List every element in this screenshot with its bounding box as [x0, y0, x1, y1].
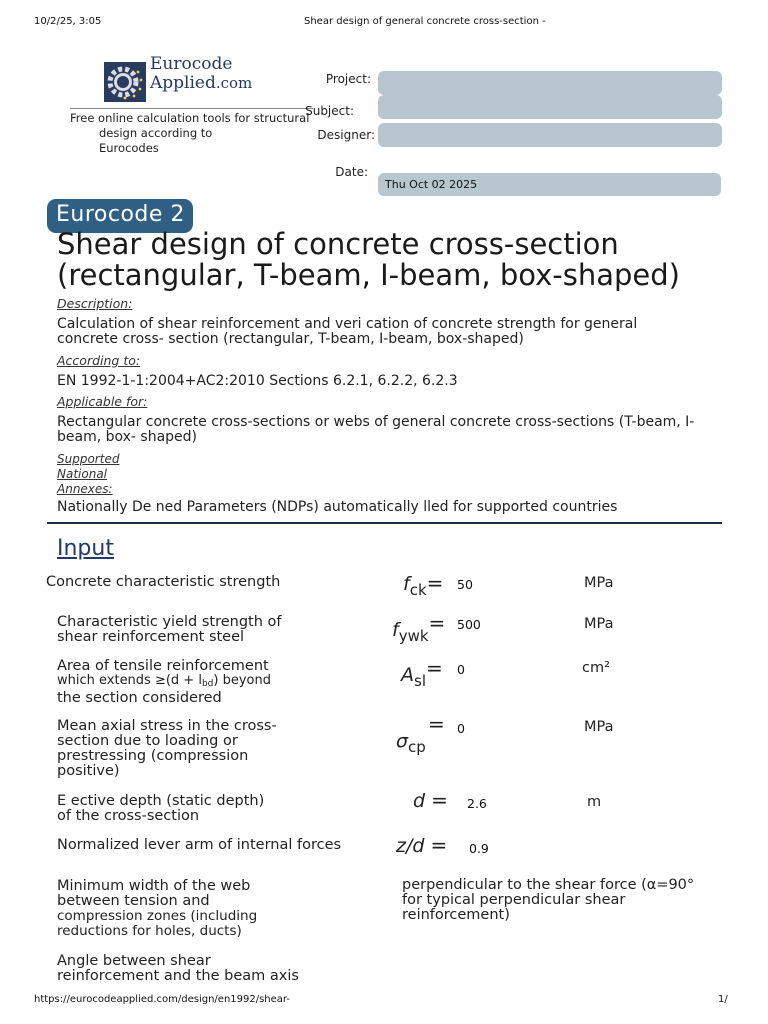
project-label: Project:: [325, 72, 371, 86]
value-d[interactable]: 2.6: [467, 796, 487, 811]
badge-text: Eurocode 2: [56, 202, 185, 227]
applicable-text: Rectangular concrete cross-sections or webs of general concrete cross-sections (T-beam, I- beam, box- shaped): [57, 414, 695, 445]
logo-line1: Eurocode: [150, 54, 233, 74]
input-label-alpha: Angle between shear reinforcement and the beam axis: [57, 953, 299, 984]
date-input[interactable]: [378, 173, 721, 196]
value-zd[interactable]: 0.9: [469, 841, 489, 856]
section-divider: [47, 522, 722, 524]
input-label-zd: Normalized lever arm of internal forces: [57, 837, 342, 853]
symbol-asl: $A_{sl}=$: [401, 656, 443, 690]
angle-note: perpendicular to the shear force (α=90° for typical perpendicular shear reinforcement): [402, 877, 695, 923]
value-sigmacp[interactable]: 0: [457, 721, 465, 736]
value-fywk[interactable]: 500: [457, 617, 481, 632]
equals-sigmacp: =: [428, 712, 445, 736]
description-label: Description:: [57, 296, 133, 311]
page-title: Shear design of concrete cross-section (rectangular, T-beam, I-beam, box-shaped): [57, 227, 680, 292]
value-fck[interactable]: 50: [457, 577, 473, 592]
according-text: EN 1992-1-1:2004+AC2:2010 Sections 6.2.1, 6.2.2, 6.2.3: [57, 373, 458, 389]
input-label-d: E ective depth (static depth) of the cross-section: [57, 793, 265, 824]
logo-wordmark: [150, 55, 252, 93]
designer-label: Designer:: [317, 128, 375, 142]
symbol-zd: z/d =: [396, 833, 448, 857]
date-label: Date:: [335, 165, 368, 179]
annexes-label: Supported National Annexes:: [57, 452, 120, 496]
print-datetime: 10/2/25, 3:05: [34, 16, 102, 27]
unit-fck: MPa: [584, 575, 614, 591]
annexes-text: Nationally De ned Parameters (NDPs) automatically lled for supported countries: [57, 499, 618, 515]
unit-sigmacp: MPa: [584, 719, 614, 735]
logo-tagline: Free online calculation tools for structural design according to Eurocodes: [70, 111, 310, 155]
print-page-title: Shear design of general concrete cross-section -: [304, 16, 546, 27]
subject-input[interactable]: [378, 95, 722, 119]
unit-d: m: [587, 794, 602, 810]
input-label-asl: Area of tensile reinforcement which extends ≥(d + lbd) beyond the section considered: [57, 658, 271, 706]
input-label-fywk: Characteristic yield strength of shear reinforcement steel: [57, 614, 282, 645]
value-asl[interactable]: 0: [457, 662, 465, 677]
unit-asl: cm²: [582, 660, 610, 676]
input-label-bw: Minimum width of the web between tension and compression zones (including reductions for holes, ducts): [57, 878, 258, 939]
input-label-fck: Concrete characteristic strength: [46, 574, 281, 590]
print-page-number: 1/: [718, 994, 728, 1005]
logo-gear-icon: [104, 62, 146, 102]
logo-divider: [70, 108, 313, 109]
symbol-sigmacp: $\sigma_{cp}$: [396, 730, 426, 756]
designer-input[interactable]: [378, 123, 722, 147]
logo-line2: Applied.com: [150, 73, 253, 93]
symbol-fywk: $f_{ywk}=$: [392, 611, 446, 645]
project-input[interactable]: [378, 71, 722, 95]
input-heading: Input: [57, 536, 114, 561]
unit-fywk: MPa: [584, 616, 614, 632]
symbol-fck: $f_{ck}=$: [403, 571, 444, 599]
applicable-label: Applicable for:: [57, 394, 148, 409]
input-label-sigmacp: Mean axial stress in the cross- section due to loading or prestressing (compression positive): [57, 718, 277, 779]
description-text: Calculation of shear reinforcement and veri cation of concrete strength for general concrete cross- section (rectangular, T-beam, I-beam, box-shaped): [57, 316, 638, 347]
symbol-d: d =: [413, 788, 448, 812]
date-value: Thu Oct 02 2025: [385, 178, 478, 191]
print-url: https://eurocodeapplied.com/design/en1992/shear-: [34, 994, 291, 1005]
subject-label: Subject:: [305, 104, 354, 118]
according-label: According to:: [57, 353, 141, 368]
